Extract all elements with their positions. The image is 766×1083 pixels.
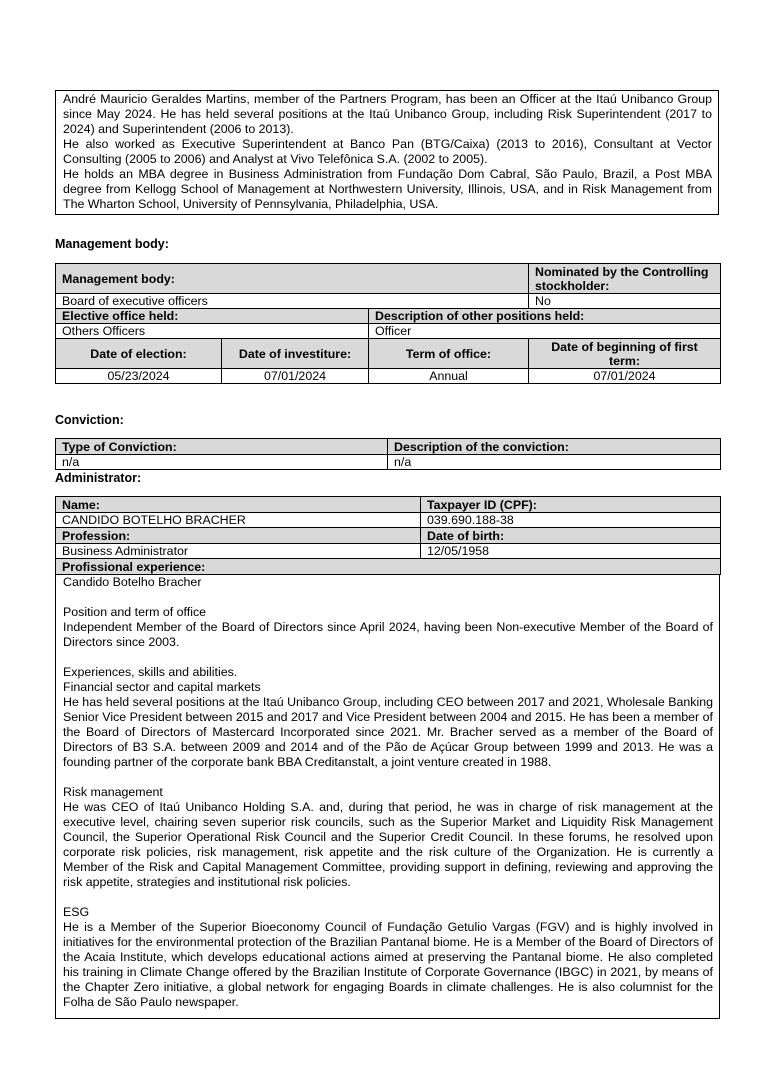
financial-text: He has held several positions at the Itaú Unibanco Group, including CEO between 2017 and 2021, Wholesale Banking Senior Vice President between 2015 and 2017 and Vice President between 2004 and 2015. He has been a member of the Board of Directors of Mastercard Incorporated since 2021. Mr. Bracher served as a member of the Board of Directors of B3 S.A. between 2009 and 2014 and of the Pão de Açúcar Group between 1999 and 2013. He was a founding partner of the corporate bank BBA Creditanstalt, a joint venture created in 1988. [63, 695, 713, 769]
elective-office-header: Elective office held: [56, 309, 369, 324]
election-date-header: Date of election: [56, 339, 222, 369]
financial-title: Financial sector and capital markets [63, 680, 261, 694]
management-body-value: Board of executive officers [56, 294, 529, 309]
birth-value: 12/05/1958 [421, 544, 721, 559]
conviction-type-header: Type of Conviction: [56, 439, 388, 455]
conviction-description-value: n/a [388, 455, 721, 470]
nominated-value: No [529, 294, 721, 309]
bio-paragraph: He holds an MBA degree in Business Administration from Fundação Dom Cabral, São Paulo, Brazil, a Post MBA degree from Kellogg School of Management at Northwestern University, Illinois, USA, and in Risk Management from The Wharton School, University of Pennsylvania, Philadelphia, USA. [63, 167, 712, 211]
conviction-table [55, 438, 721, 470]
other-positions-value: Officer [369, 324, 721, 339]
skills-title: Experiences, skills and abilities. [63, 665, 238, 679]
professional-experience [55, 574, 720, 1019]
risk-title: Risk management [63, 785, 163, 799]
administrator-table [55, 496, 721, 575]
cpf-value: 039.690.188-38 [421, 513, 721, 528]
position-text: Independent Member of the Board of Directors since April 2024, having been Non-executive Member of the Board of Directors since 2003. [63, 620, 713, 649]
management-body-heading: Management body: [55, 237, 169, 251]
first-term-header: Date of beginning of first term: [529, 339, 721, 369]
term-value: Annual [369, 369, 529, 384]
name-header: Name: [56, 497, 421, 513]
investiture-date-header: Date of investiture: [222, 339, 369, 369]
conviction-type-value: n/a [56, 455, 388, 470]
name-value: CANDIDO BOTELHO BRACHER [56, 513, 421, 528]
birth-header: Date of birth: [421, 528, 721, 544]
risk-text: He was CEO of Itaú Unibanco Holding S.A. and, during that period, he was in charge of risk management at the executive level, chairing seven superior risk councils, such as the Superior Market and Liquidity Risk Management Council, the Superior Operational Risk Council and the Superior Credit Council. In these forums, he resolved upon corporate risk policies, risk management, risk appetite and the risk culture of the Organization. He is currently a Member of the Risk and Capital Management Committee, providing support in defining, reviewing and approving the risk appetite, strategies and institutional risk policies. [63, 800, 713, 889]
profession-value: Business Administrator [56, 544, 421, 559]
previous-officer-bio [55, 90, 719, 215]
esg-text: He is a Member of the Superior Bioeconomy Council of Fundação Getulio Vargas (FGV) and is highly involved in initiatives for the environmental protection of the Brazilian Pantanal biome. He is a Member of the Board of Directors of the Acaia Institute, which develops educational actions aimed at preserving the Pantanal biome. He also completed his training in Climate Change offered by the Brazilian Institute of Corporate Governance (IBGC) in 2021, by means of the Chapter Zero initiative, a global network for engaging Boards in climate challenges. He is also columnist for the Folha de São Paulo newspaper. [63, 920, 713, 1009]
management-body-header: Management body: [56, 264, 529, 294]
other-positions-header: Description of other positions held: [369, 309, 721, 324]
bio-paragraph: He also worked as Executive Superintendent at Banco Pan (BTG/Caixa) (2013 to 2016), Consultant at Vector Consulting (2005 to 2006) and Analyst at Vivo Telefônica S.A. (2002 to 2005). [63, 137, 712, 166]
management-body-table [55, 263, 721, 384]
first-term-value: 07/01/2024 [529, 369, 721, 384]
investiture-date-value: 07/01/2024 [222, 369, 369, 384]
elective-office-value: Others Officers [56, 324, 369, 339]
term-header: Term of office: [369, 339, 529, 369]
nominated-header: Nominated by the Controlling stockholder: [529, 264, 721, 294]
esg-title: ESG [63, 905, 90, 919]
experience-name: Candido Botelho Bracher [63, 575, 202, 589]
bio-paragraph: André Mauricio Geraldes Martins, member of the Partners Program, has been an Officer at the Itaú Unibanco Group since May 2024. He has held several positions at the Itaú Unibanco Group, including Risk Superintendent (2017 to 2024) and Superintendent (2006 to 2013). [63, 92, 712, 136]
administrator-heading: Administrator: [55, 471, 142, 485]
position-title: Position and term of office [63, 605, 207, 619]
election-date-value: 05/23/2024 [56, 369, 222, 384]
experience-header: Profissional experience: [56, 559, 721, 575]
conviction-heading: Conviction: [55, 413, 124, 427]
conviction-description-header: Description of the conviction: [388, 439, 721, 455]
profession-header: Profession: [56, 528, 421, 544]
cpf-header: Taxpayer ID (CPF): [421, 497, 721, 513]
